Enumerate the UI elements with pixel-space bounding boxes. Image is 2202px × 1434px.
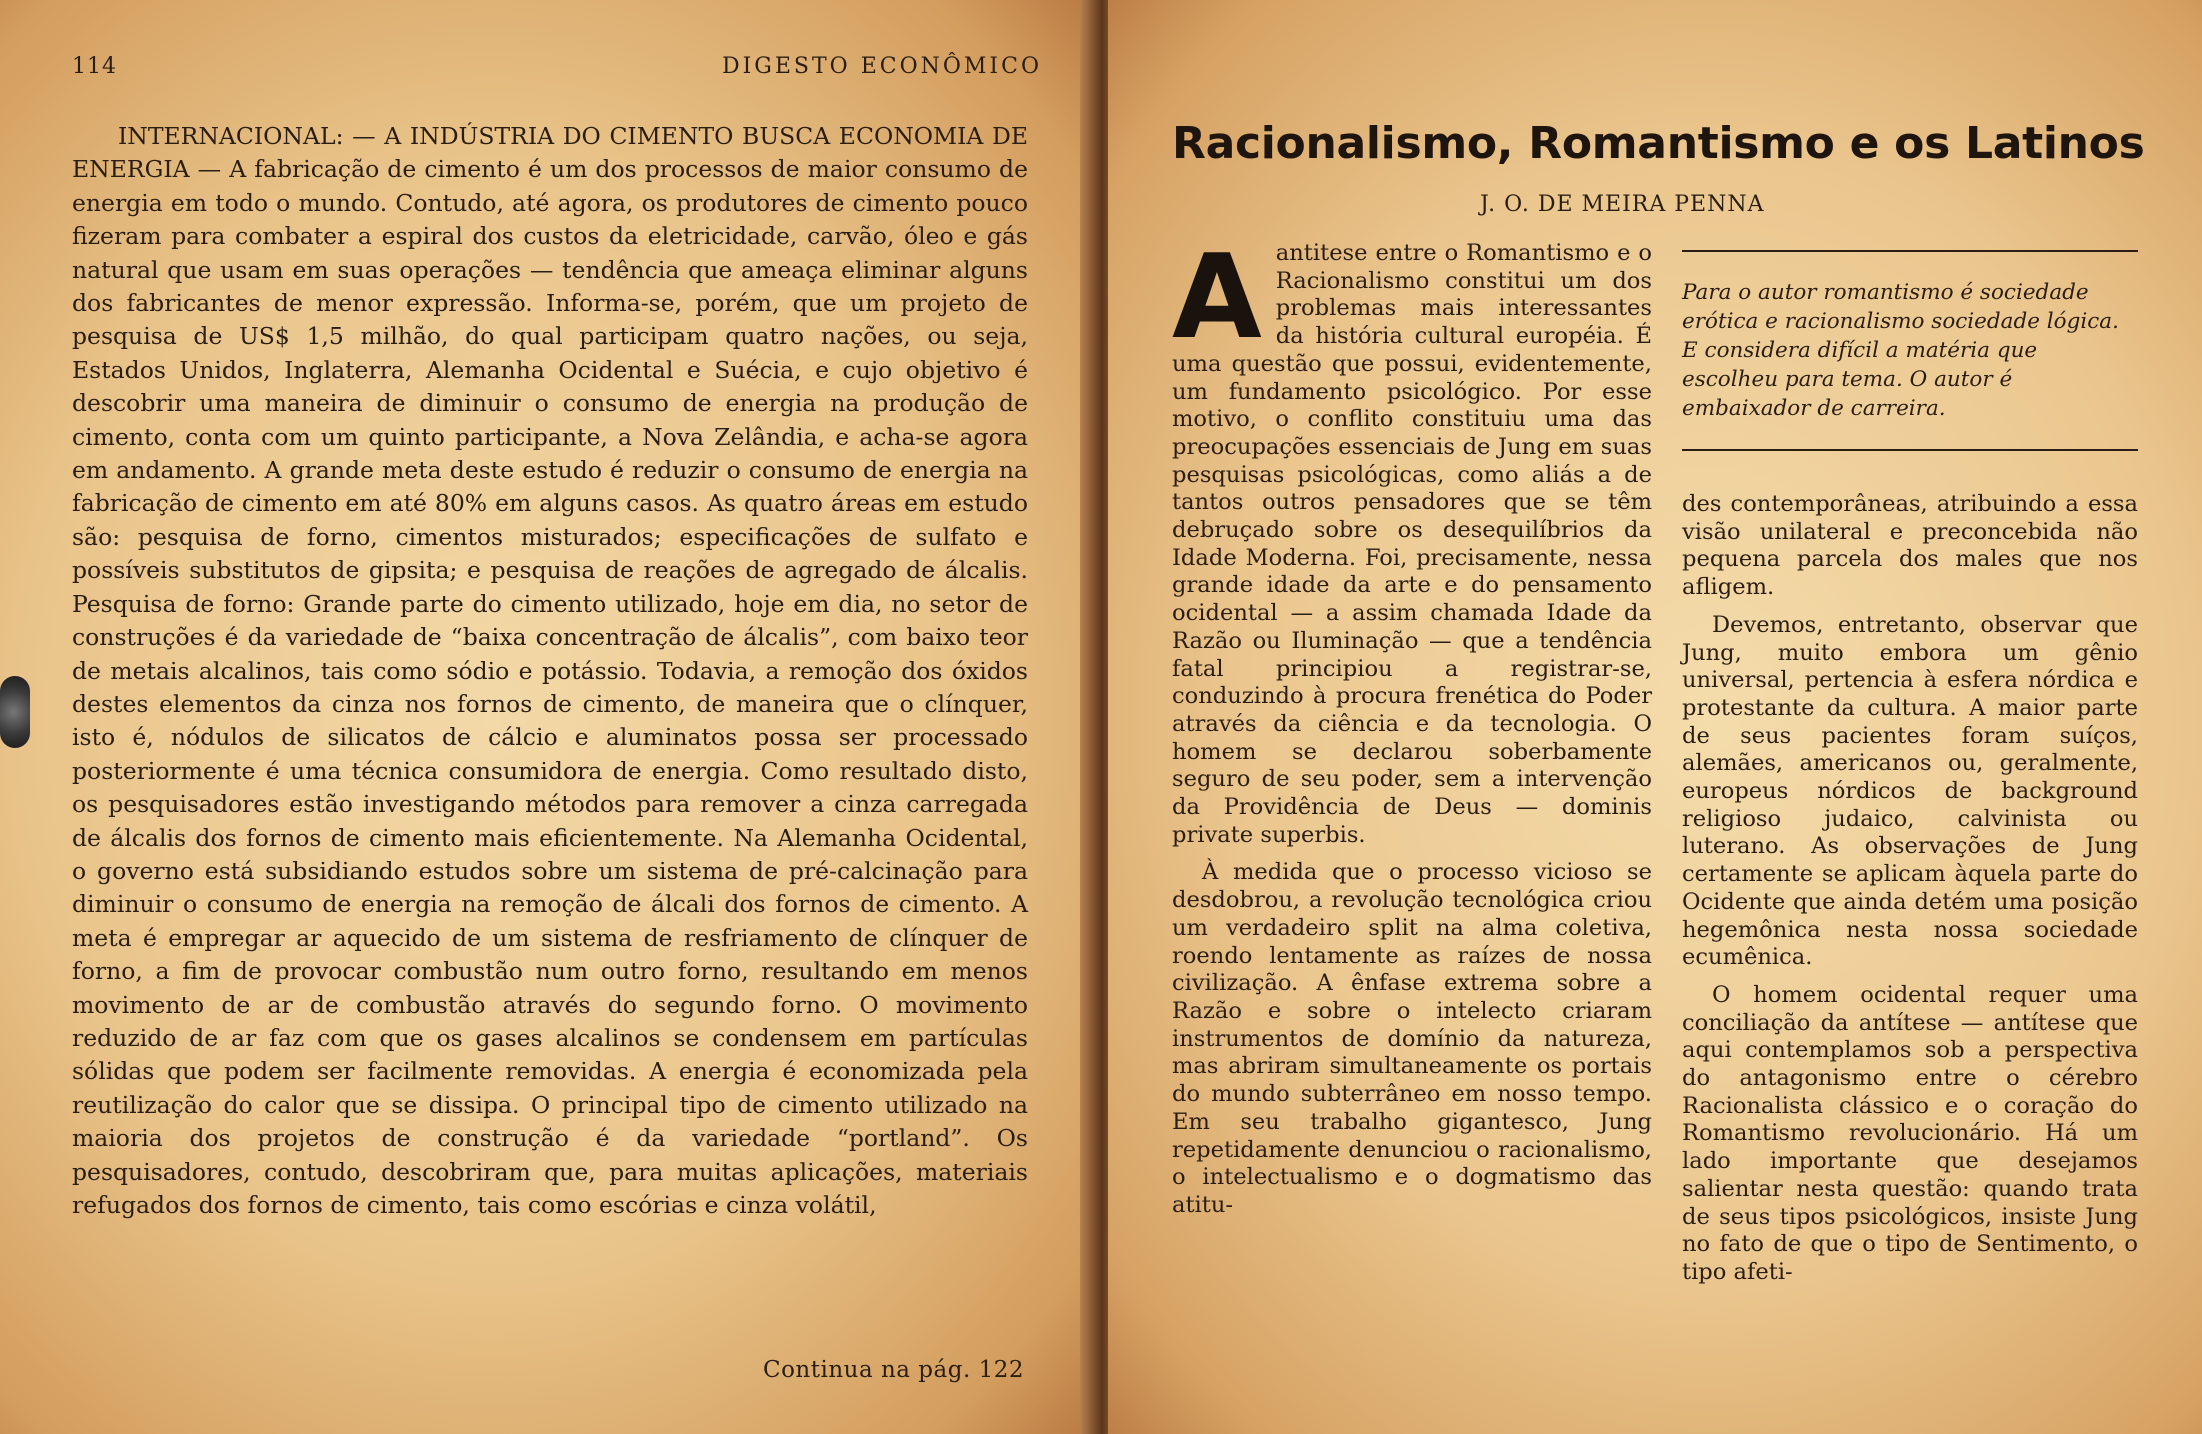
column-2-body: [1682, 491, 2138, 1287]
article-abstract: Para o autor romantismo é sociedade erótica e racionalismo sociedade lógica. E considera difícil a matéria que escolheu para tema. O autor é embaixador de carreira.: [1682, 280, 2119, 421]
left-article-paragraph: INTERNACIONAL: — A INDÚSTRIA DO CIMENTO BUSCA ECONOMIA DE ENERGIA — A fabricação de cimento é um dos processos de maior consumo de energia em todo o mundo. Contudo, até agora, os produtores de cimento pouco fizeram para combater a espiral dos custos da eletricidade, carvão, óleo e gás natural que usam em suas operações — tendência que ameaça eliminar alguns dos fabricantes de menor expressão. Informa-se, porém, que um projeto de pesquisa de US$ 1,5 milhão, do qual participam quatro nações, ou seja, Estados Unidos, Inglaterra, Alemanha Ocidental e Suécia, e cujo objetivo é descobrir uma maneira de diminuir o consumo de energia na produção de cimento, conta com um quinto participante, a Nova Zelândia, e acha-se agora em andamento. A grande meta deste estudo é reduzir o consumo de energia na fabricação de cimento em até 80% em alguns casos. As quatro áreas em estudo são: pesquisa de forno, cimentos misturados; especificações de sulfato e possíveis substitutos de gipsita; e pesquisa de reações de agregado de álcalis. Pesquisa de forno: Grande parte do cimento utilizado, hoje em dia, no setor de construções é da variedade de “baixa concentração de álcalis”, com baixo teor de metais alcalinos, tais como sódio e potássio. Todavia, a remoção dos óxidos destes elementos da cinza nos fornos de cimento, de maneira que o clínquer, isto é, nódulos de silicatos de cálcio e aluminatos possa ser processado posteriormente é uma técnica consumidora de energia. Como resultado disto, os pesquisadores estão investigando métodos para remover a cinza carregada de álcalis dos fornos de cimento mais eficientemente. Na Alemanha Ocidental, o governo está subsidiando estudos sobre um sistema de pré-calcinação para diminuir o consumo de energia na remoção de álcali dos fornos de cimento. A meta é empregar ar aquecido de um sistema de resfriamento de clínquer de forno, a fim de provocar combustão num outro forno, resultando em menos movimento de ar de combustão através do segundo forno. O movimento reduzido de ar faz com que os gases alcalinos se condensem em partículas sólidas que podem ser facilmente removidas. A energia é economizada pela reutilização do calor que se dissipa. O principal tipo de cimento utilizado na maioria dos projetos de construção é da variedade “portland”. Os pesquisadores, contudo, descobriram que, para muitas aplicações, materiais refugados dos fornos de cimento, tais como escórias e cinza volátil,: [72, 122, 1028, 1219]
page-number: 114: [72, 54, 117, 79]
abstract-top-rule: [1682, 250, 2138, 252]
author-byline: J. O. DE MEIRA PENNA: [1480, 192, 1765, 217]
column-1-paragraph-1-text: antitese entre o Romantismo e o Racionalismo constitui um dos problemas mais interessantes da história cultural européia. É uma questão que possui, evidentemente, um fundamento psicológico. Por esse motivo, o conflito constituiu uma das preocupações essenciais de Jung em suas pesquisas psicológicas, como aliás a de tantos outros pensadores que se têm debruçado sobre os desequilíbrios da Idade Moderna. Foi, precisamente, nessa grande idade da arte e do pensamento ocidental — a assim chamada Idade da Razão ou Iluminação — que a tendência fatal principiou a registrar-se, conduzindo à procura frenética do Poder através da ciência e da tecnologia. O homem se declarou soberbamente seguro de seu poder, sem a intervenção da Providência de Deus — dominis private superbis.: [1172, 240, 1652, 848]
running-head: DIGESTO ECONÔMICO: [721, 54, 1042, 79]
left-page-header: [72, 54, 1042, 90]
article-title: Racionalismo, Romantismo e os Latinos: [1172, 118, 2145, 169]
column-1-paragraph-2: À medida que o processo vicioso se desdobrou, a revolução tecnológica criou um verdadeiro split na alma coletiva, roendo lentamente as raízes de nossa civilização. A ênfase extrema sobre a Razão e sobre o intelecto criaram instrumentos de domínio da natureza, mas abriram simultaneamente os portais do mundo subterrâneo em nosso tempo. Em seu trabalho gigantesco, Jung repetidamente denunciou o racionalismo, o intelectualismo e o dogmatismo das atitu-: [1172, 859, 1652, 1218]
column-1-paragraph-1: [1172, 230, 1652, 849]
left-article-text: [72, 120, 1028, 1222]
article-column-2: [1682, 250, 2138, 1297]
column-2-paragraph-1: des contemporâneas, atribuindo a essa visão unilateral e preconcebida não pequena parcela dos males que nos afligem.: [1682, 491, 2138, 601]
article-column-1: [1172, 230, 1652, 1230]
left-staple-icon: [0, 676, 30, 748]
continue-note: Continua na pág. 122: [762, 1357, 1024, 1383]
right-page: [1108, 0, 2202, 1434]
column-2-paragraph-2: Devemos, entretanto, observar que Jung, muito embora um gênio universal, pertencia à esfera nórdica e protestante da cultura. A maior parte de seus pacientes foram suíços, alemães, americanos ou, geralmente, europeus nórdicos de background religioso judaico, calvinista ou luterano. As observações de Jung certamente se aplicam àquela parte do Ocidente que ainda detém uma posição hegemônica nesta nossa sociedade ecumênica.: [1682, 611, 2138, 971]
left-page: [0, 0, 1092, 1434]
drop-cap: A: [1172, 230, 1262, 365]
column-2-paragraph-3: O homem ocidental requer uma conciliação da antítese — antítese que aqui contemplamos sob a perspectiva do antagonismo entre o cérebro Racionalista clássico e o coração do Romantismo revolucionário. Há um lado importante que desejamos salientar nesta questão: quando trata de seus tipos psicológicos, insiste Jung no fato de que o tipo de Sentimento, o tipo afeti-: [1682, 981, 2138, 1285]
abstract-bottom-rule: [1682, 449, 2138, 451]
